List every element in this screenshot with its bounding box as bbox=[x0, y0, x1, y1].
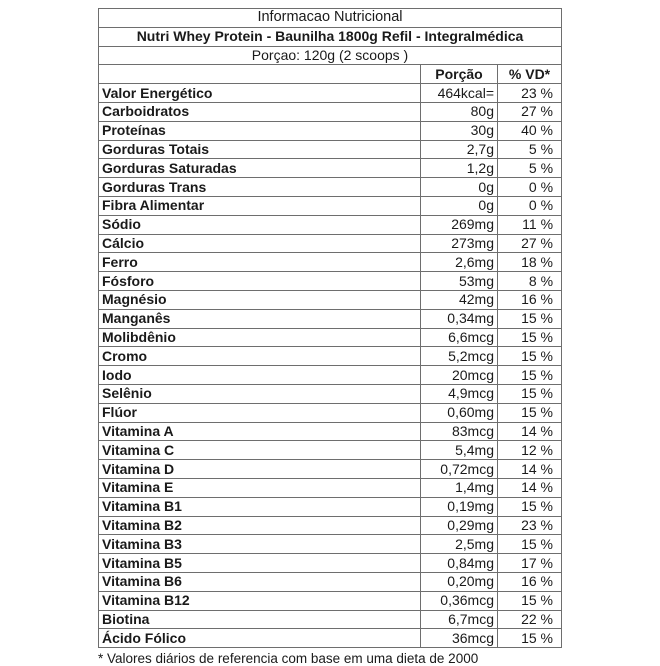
nutrient-name: Selênio bbox=[99, 384, 421, 403]
nutrient-dv: 23 % bbox=[498, 84, 562, 103]
table-title: Informacao Nutricional bbox=[99, 9, 562, 28]
nutrient-amount: 30g bbox=[421, 121, 498, 140]
nutrient-dv: 16 % bbox=[498, 572, 562, 591]
nutrient-amount: 269mg bbox=[421, 215, 498, 234]
nutrient-dv: 11 % bbox=[498, 215, 562, 234]
header-portion: Porção bbox=[421, 65, 498, 84]
nutrient-amount: 42mg bbox=[421, 290, 498, 309]
nutrient-name: Vitamina C bbox=[99, 441, 421, 460]
nutrient-name: Gorduras Trans bbox=[99, 178, 421, 197]
nutrient-dv: 14 % bbox=[498, 422, 562, 441]
nutrient-amount: 0,72mcg bbox=[421, 460, 498, 479]
nutrient-amount: 0,84mg bbox=[421, 554, 498, 573]
table-row bbox=[99, 441, 562, 460]
nutrient-dv: 15 % bbox=[498, 366, 562, 385]
nutrient-amount: 1,2g bbox=[421, 159, 498, 178]
nutrient-name: Biotina bbox=[99, 610, 421, 629]
nutrient-amount: 0,20mg bbox=[421, 572, 498, 591]
table-row bbox=[99, 422, 562, 441]
table-row bbox=[99, 234, 562, 253]
nutrient-dv: 14 % bbox=[498, 478, 562, 497]
header-row bbox=[99, 65, 562, 84]
nutrient-amount: 0,60mg bbox=[421, 403, 498, 422]
table-row bbox=[99, 384, 562, 403]
nutrient-amount: 6,6mcg bbox=[421, 328, 498, 347]
nutrient-amount: 2,6mg bbox=[421, 253, 498, 272]
nutrient-amount: 464kcal= bbox=[421, 84, 498, 103]
serving-size: Porçao: 120g (2 scoops ) bbox=[99, 46, 562, 65]
nutrient-amount: 0,29mg bbox=[421, 516, 498, 535]
nutrient-amount: 5,2mcg bbox=[421, 347, 498, 366]
nutrient-name: Proteínas bbox=[99, 121, 421, 140]
nutrient-dv: 15 % bbox=[498, 328, 562, 347]
header-blank bbox=[99, 65, 421, 84]
nutrient-dv: 27 % bbox=[498, 102, 562, 121]
nutrient-dv: 40 % bbox=[498, 121, 562, 140]
table-row bbox=[99, 121, 562, 140]
nutrient-name: Carboidratos bbox=[99, 102, 421, 121]
nutrient-dv: 15 % bbox=[498, 403, 562, 422]
product-name: Nutri Whey Protein - Baunilha 1800g Refil - Integralmédica bbox=[99, 27, 562, 46]
nutrient-amount: 36mcg bbox=[421, 629, 498, 648]
table-row bbox=[99, 629, 562, 648]
nutrient-name: Vitamina B1 bbox=[99, 497, 421, 516]
nutrient-name: Valor Energético bbox=[99, 84, 421, 103]
nutrient-dv: 22 % bbox=[498, 610, 562, 629]
nutrient-dv: 15 % bbox=[498, 535, 562, 554]
nutrient-amount: 83mcg bbox=[421, 422, 498, 441]
nutrient-name: Sódio bbox=[99, 215, 421, 234]
footnote: * Valores diários de referencia com base em uma dieta de 2000 bbox=[98, 651, 479, 666]
title-row bbox=[99, 9, 562, 28]
nutrient-dv: 27 % bbox=[498, 234, 562, 253]
nutrient-dv: 8 % bbox=[498, 272, 562, 291]
nutrient-dv: 0 % bbox=[498, 196, 562, 215]
nutrient-dv: 12 % bbox=[498, 441, 562, 460]
nutrient-name: Molibdênio bbox=[99, 328, 421, 347]
nutrient-name: Vitamina E bbox=[99, 478, 421, 497]
table-row bbox=[99, 196, 562, 215]
table-row bbox=[99, 84, 562, 103]
table-row bbox=[99, 478, 562, 497]
nutrient-name: Vitamina D bbox=[99, 460, 421, 479]
nutrient-name: Magnésio bbox=[99, 290, 421, 309]
nutrient-name: Cálcio bbox=[99, 234, 421, 253]
nutrient-amount: 0g bbox=[421, 178, 498, 197]
nutrient-dv: 15 % bbox=[498, 629, 562, 648]
nutrient-dv: 0 % bbox=[498, 178, 562, 197]
nutrient-amount: 80g bbox=[421, 102, 498, 121]
nutrient-amount: 5,4mg bbox=[421, 441, 498, 460]
nutrient-name: Flúor bbox=[99, 403, 421, 422]
nutrient-amount: 20mcg bbox=[421, 366, 498, 385]
nutrient-dv: 15 % bbox=[498, 309, 562, 328]
table-row bbox=[99, 328, 562, 347]
table-row bbox=[99, 347, 562, 366]
nutrient-amount: 1,4mg bbox=[421, 478, 498, 497]
nutrient-dv: 23 % bbox=[498, 516, 562, 535]
table-row bbox=[99, 178, 562, 197]
nutrient-amount: 0,36mcg bbox=[421, 591, 498, 610]
nutrient-dv: 14 % bbox=[498, 460, 562, 479]
table-row bbox=[99, 102, 562, 121]
nutrient-name: Gorduras Saturadas bbox=[99, 159, 421, 178]
table-row bbox=[99, 516, 562, 535]
nutrition-facts-sheet bbox=[98, 8, 561, 666]
nutrient-dv: 18 % bbox=[498, 253, 562, 272]
table-row bbox=[99, 554, 562, 573]
nutrient-name: Vitamina B12 bbox=[99, 591, 421, 610]
nutrient-name: Cromo bbox=[99, 347, 421, 366]
table-row bbox=[99, 535, 562, 554]
table-row bbox=[99, 272, 562, 291]
nutrient-amount: 0g bbox=[421, 196, 498, 215]
table-row bbox=[99, 497, 562, 516]
nutrient-name: Fibra Alimentar bbox=[99, 196, 421, 215]
nutrient-amount: 6,7mcg bbox=[421, 610, 498, 629]
nutrient-amount: 4,9mcg bbox=[421, 384, 498, 403]
table-row bbox=[99, 253, 562, 272]
nutrient-amount: 2,7g bbox=[421, 140, 498, 159]
table-row bbox=[99, 610, 562, 629]
nutrient-dv: 15 % bbox=[498, 497, 562, 516]
serving-row bbox=[99, 46, 562, 65]
nutrient-dv: 17 % bbox=[498, 554, 562, 573]
nutrient-name: Manganês bbox=[99, 309, 421, 328]
table-row bbox=[99, 572, 562, 591]
nutrient-name: Vitamina A bbox=[99, 422, 421, 441]
nutrient-dv: 15 % bbox=[498, 591, 562, 610]
nutrient-amount: 0,19mg bbox=[421, 497, 498, 516]
nutrient-name: Vitamina B2 bbox=[99, 516, 421, 535]
table-row bbox=[99, 215, 562, 234]
nutrient-name: Fósforo bbox=[99, 272, 421, 291]
table-row bbox=[99, 159, 562, 178]
nutrient-dv: 5 % bbox=[498, 140, 562, 159]
nutrient-amount: 2,5mg bbox=[421, 535, 498, 554]
nutrient-name: Vitamina B3 bbox=[99, 535, 421, 554]
nutrient-name: Iodo bbox=[99, 366, 421, 385]
nutrient-name: Gorduras Totais bbox=[99, 140, 421, 159]
nutrient-name: Ácido Fólico bbox=[99, 629, 421, 648]
nutrient-dv: 16 % bbox=[498, 290, 562, 309]
nutrient-name: Vitamina B6 bbox=[99, 572, 421, 591]
header-dv: % VD* bbox=[498, 65, 562, 84]
nutrient-dv: 15 % bbox=[498, 384, 562, 403]
nutrient-name: Vitamina B5 bbox=[99, 554, 421, 573]
table-row bbox=[99, 460, 562, 479]
nutrient-amount: 273mg bbox=[421, 234, 498, 253]
table-row bbox=[99, 403, 562, 422]
table-row bbox=[99, 591, 562, 610]
table-row bbox=[99, 290, 562, 309]
nutrient-name: Ferro bbox=[99, 253, 421, 272]
nutrient-dv: 15 % bbox=[498, 347, 562, 366]
nutrition-table bbox=[98, 8, 562, 648]
nutrient-amount: 53mg bbox=[421, 272, 498, 291]
table-row bbox=[99, 366, 562, 385]
table-row bbox=[99, 309, 562, 328]
nutrient-amount: 0,34mg bbox=[421, 309, 498, 328]
nutrient-dv: 5 % bbox=[498, 159, 562, 178]
product-row bbox=[99, 27, 562, 46]
table-row bbox=[99, 140, 562, 159]
